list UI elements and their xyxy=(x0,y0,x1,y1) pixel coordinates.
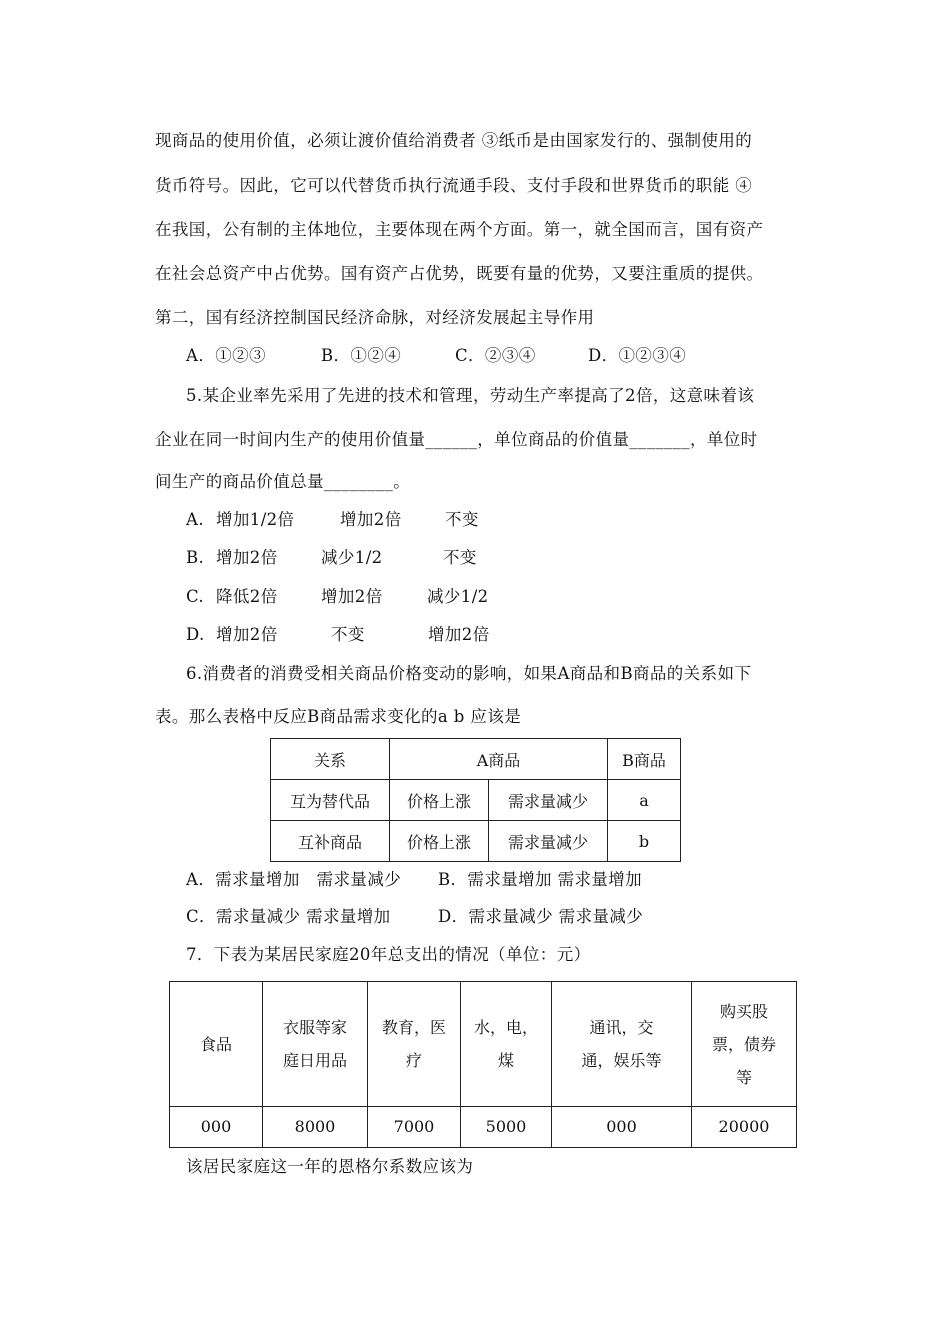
header-text: 通，娱乐等 xyxy=(581,1051,662,1070)
q6-option-d: D．需求量减少 需求量减少 xyxy=(438,907,644,926)
option-part-3: 减少1/2 xyxy=(427,587,489,606)
q7-title: 7．下表为某居民家庭20年总支出的情况（单位：元） xyxy=(186,945,591,964)
table-header-row xyxy=(271,739,681,780)
table-row xyxy=(271,821,681,862)
option-part-3: 不变 xyxy=(445,510,479,529)
header-text: 衣服等家 xyxy=(282,1018,347,1037)
option-part-2: 减少1/2 xyxy=(321,548,383,567)
option-part-1: 降低2倍 xyxy=(216,587,278,606)
q5-option-b xyxy=(186,548,686,568)
option-part-2: 增加2倍 xyxy=(321,587,383,606)
header-text: 水，电， xyxy=(473,1018,538,1037)
header-cell xyxy=(368,982,461,1107)
table-cell: 互补商品 xyxy=(271,821,390,862)
paragraph-line-5: 第二，国有经济控制国民经济命脉，对经济发展起主导作用 xyxy=(155,308,595,327)
table-cell: 需求量减少 xyxy=(489,821,608,862)
option-letter: A. xyxy=(186,510,204,529)
option-part-2: 不变 xyxy=(331,625,365,644)
q4-option-c: C．②③④ xyxy=(455,346,536,365)
header-text: 庭日用品 xyxy=(282,1051,347,1070)
table-cell: 互为替代品 xyxy=(271,780,390,821)
header-cell xyxy=(692,982,797,1107)
header-cell: B商品 xyxy=(608,739,681,780)
header-text: 票，债券 xyxy=(711,1034,776,1054)
table-cell: 8000 xyxy=(263,1107,368,1148)
q5-line-1: 5.某企业率先采用了先进的技术和管理，劳动生产率提高了2倍，这意味着该 xyxy=(186,386,755,405)
q6-line-2: 表。那么表格中反应B商品需求变化的a b 应该是 xyxy=(155,707,522,726)
header-cell: A商品 xyxy=(390,739,608,780)
header-cell xyxy=(461,982,552,1107)
option-letter: D. xyxy=(186,625,205,644)
option-part-1: 增加2倍 xyxy=(216,548,278,567)
paragraph-line-4: 在社会总资产中占优势。国有资产占优势，既要有量的优势，又要注重质的提供。 xyxy=(155,264,764,283)
q6-option-c: C．需求量减少 需求量增加 xyxy=(186,907,391,926)
option-part-3: 不变 xyxy=(443,548,477,567)
table-cell: 20000 xyxy=(692,1107,797,1148)
q4-option-a: A．①②③ xyxy=(186,346,266,365)
header-cell xyxy=(552,982,692,1107)
table-cell: a xyxy=(608,780,681,821)
table-cell: 000 xyxy=(552,1107,692,1148)
option-part-2: 增加2倍 xyxy=(340,510,402,529)
table-cell: 需求量减少 xyxy=(489,780,608,821)
paragraph-line-3: 在我国，公有制的主体地位，主要体现在两个方面。第一，就全国而言，国有资产 xyxy=(155,220,764,239)
q5-option-a xyxy=(186,510,686,530)
q6-options-row-1 xyxy=(186,870,746,890)
table-cell: 5000 xyxy=(461,1107,552,1148)
option-letter: C. xyxy=(186,587,205,606)
q6-option-a: A．需求量增加 需求量减少 xyxy=(186,870,402,889)
table-cell: 价格上涨 xyxy=(390,821,489,862)
header-text: 通讯，交 xyxy=(589,1018,654,1037)
q6-line-1: 6.消费者的消费受相关商品价格变动的影响，如果A商品和B商品的关系如下 xyxy=(186,664,752,683)
q7-tail: 该居民家庭这一年的恩格尔系数应该为 xyxy=(186,1157,474,1176)
table-row xyxy=(271,780,681,821)
header-text: 教育，医 xyxy=(381,1018,446,1037)
q4-options xyxy=(186,346,786,366)
table-header-row xyxy=(170,982,797,1107)
q4-option-d: D．①②③④ xyxy=(588,346,687,365)
header-text: 疗 xyxy=(405,1051,422,1070)
q6-option-b: B．需求量增加 需求量增加 xyxy=(438,870,643,889)
header-cell xyxy=(170,982,263,1107)
option-part-1: 增加1/2倍 xyxy=(216,510,295,529)
q5-option-c xyxy=(186,587,686,607)
header-cell: 关系 xyxy=(271,739,390,780)
q7-table xyxy=(169,981,797,1148)
header-cell xyxy=(263,982,368,1107)
table-cell: b xyxy=(608,821,681,862)
header-text: 购买股 xyxy=(719,1001,768,1021)
option-letter: B. xyxy=(186,548,205,567)
option-part-1: 增加2倍 xyxy=(216,625,278,644)
table-cell: 价格上涨 xyxy=(390,780,489,821)
q5-option-d xyxy=(186,625,686,645)
paragraph-line-2: 货币符号。因此，它可以代替货币执行流通手段、支付手段和世界货币的职能 ④ xyxy=(155,176,753,195)
table-row xyxy=(170,1107,797,1148)
q5-line-2: 企业在同一时间内生产的使用价值量______，单位商品的价值量_______，单位时 xyxy=(155,430,758,449)
header-text: 食品 xyxy=(199,1034,232,1054)
q6-options-row-2 xyxy=(186,907,746,927)
paragraph-line-1: 现商品的使用价值，必须让渡价值给消费者 ③纸币是由国家发行的、强制使用的 xyxy=(155,131,753,150)
table-cell: 000 xyxy=(170,1107,263,1148)
header-text: 煤 xyxy=(497,1051,514,1070)
q4-option-b: B．①②④ xyxy=(321,346,402,365)
header-text: 等 xyxy=(735,1067,752,1087)
option-part-3: 增加2倍 xyxy=(428,625,490,644)
q5-line-3: 间生产的商品价值总量________。 xyxy=(155,472,411,491)
q6-table xyxy=(270,738,681,862)
table-cell: 7000 xyxy=(368,1107,461,1148)
